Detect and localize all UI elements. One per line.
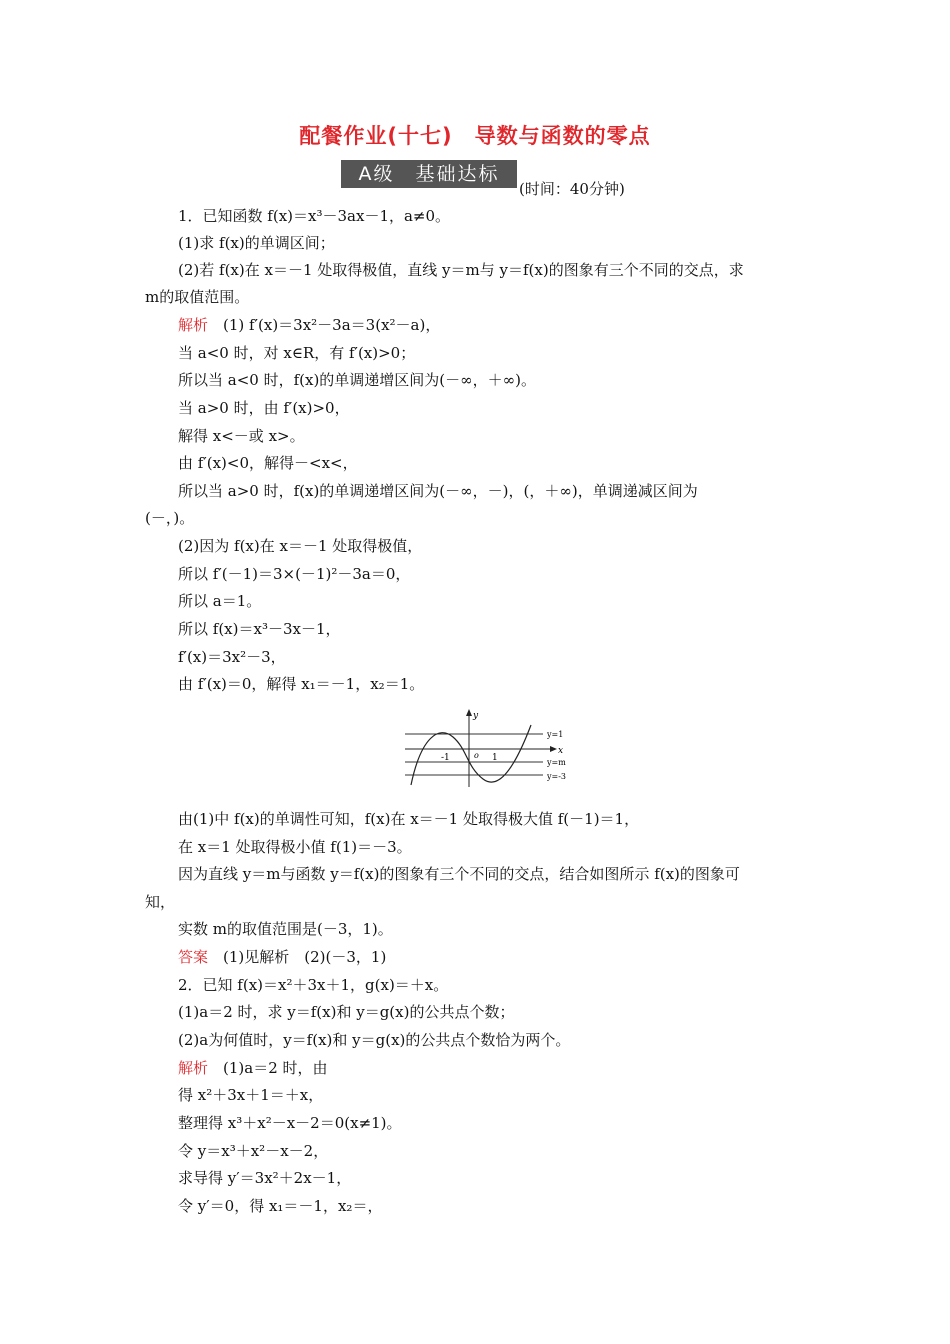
label-y-1: y=1 bbox=[547, 730, 564, 739]
label-y-minus-3: y=-3 bbox=[547, 772, 567, 781]
solution-2-text: (1)a＝2 时，由 bbox=[223, 1059, 328, 1077]
label-y-m: y=m bbox=[547, 758, 566, 767]
solution-2-line-6: 令 y′＝0，得 x₁＝－1，x₂＝， bbox=[178, 1197, 383, 1215]
problem-1-statement: 1．已知函数 f(x)＝x³－3ax－1，a≠0。 bbox=[178, 207, 451, 225]
problem-2-statement: 2．已知 f(x)＝x²＋3x＋1，g(x)＝＋x。 bbox=[178, 976, 449, 994]
problem-1-part-2: (2)若 f(x)在 x＝－1 处取得极值，直线 y＝m与 y＝f(x)的图象有三个不同的交点，求 bbox=[178, 261, 744, 279]
solution-2-line-1 bbox=[178, 1057, 328, 1079]
y-axis-label: y bbox=[473, 711, 479, 721]
solution-2-line-2: 得 x²＋3x＋1＝＋x， bbox=[178, 1086, 324, 1104]
cubic-graph-figure bbox=[403, 707, 587, 791]
problem-1-part-1: (1)求 f(x)的单调区间； bbox=[178, 234, 335, 252]
problem-2-part-2: (2)a为何值时，y＝f(x)和 y＝g(x)的公共点个数恰为两个。 bbox=[178, 1031, 571, 1049]
tick-1: 1 bbox=[492, 753, 498, 763]
answer-label: 答案 bbox=[178, 948, 209, 966]
solution-1-line-18: 知， bbox=[145, 893, 176, 911]
level-banner: A级 基础达标 bbox=[341, 160, 517, 188]
solution-1-line-5: 解得 x<－或 x>。 bbox=[178, 427, 305, 445]
solution-1-line-15: 由(1)中 f(x)的单调性可知，f(x)在 x＝－1 处取得极大值 f(－1)＝1， bbox=[178, 810, 640, 828]
answer-1 bbox=[178, 946, 386, 968]
problem-1-part-2-cont: m的取值范围。 bbox=[145, 288, 250, 306]
solution-1-line-2: 当 a<0 时，对 x∈R，有 f′(x)>0； bbox=[178, 344, 416, 362]
analysis-label-2: 解析 bbox=[178, 1059, 209, 1077]
solution-1-line-13: f′(x)＝3x²－3， bbox=[178, 648, 286, 666]
solution-text: (1) f′(x)＝3x²－3a＝3(x²－a)， bbox=[223, 316, 441, 334]
solution-2-line-4: 令 y＝x³＋x²－x－2， bbox=[178, 1142, 329, 1160]
solution-1-line-12: 所以 f(x)＝x³－3x－1， bbox=[178, 620, 341, 638]
solution-2-line-3: 整理得 x³＋x²－x－2＝0(x≠1)。 bbox=[178, 1114, 402, 1132]
solution-1-line-8: (－，)。 bbox=[145, 509, 195, 527]
x-axis-label: x bbox=[558, 746, 564, 756]
solution-1-line-1 bbox=[178, 314, 440, 336]
solution-1-line-16: 在 x＝1 处取得极小值 f(1)＝－3。 bbox=[178, 838, 412, 856]
y-axis-arrow bbox=[466, 709, 472, 716]
solution-1-line-19: 实数 m的取值范围是(－3，1)。 bbox=[178, 920, 393, 938]
solution-1-line-9: (2)因为 f(x)在 x＝－1 处取得极值， bbox=[178, 537, 423, 555]
analysis-label: 解析 bbox=[178, 316, 209, 334]
solution-1-line-7: 所以当 a>0 时，f(x)的单调递增区间为(－∞，－)，(，＋∞)，单调递减区间为 bbox=[178, 482, 698, 500]
time-note: (时间：40分钟) bbox=[519, 180, 625, 198]
solution-1-line-10: 所以 f′(－1)＝3×(－1)²－3a＝0， bbox=[178, 565, 411, 583]
solution-1-line-17: 因为直线 y＝m与函数 y＝f(x)的图象有三个不同的交点，结合如图所示 f(x)的图象可 bbox=[178, 865, 740, 883]
solution-1-line-6: 由 f′(x)<0，解得－<x<， bbox=[178, 454, 358, 472]
origin-label: o bbox=[474, 751, 479, 760]
solution-1-line-3: 所以当 a<0 时，f(x)的单调递增区间为(－∞，＋∞)。 bbox=[178, 371, 537, 389]
x-axis-arrow bbox=[550, 746, 557, 752]
solution-1-line-4: 当 a>0 时，由 f′(x)>0， bbox=[178, 399, 350, 417]
tick-minus-1: -1 bbox=[441, 753, 450, 763]
problem-2-part-1: (1)a＝2 时，求 y＝f(x)和 y＝g(x)的公共点个数； bbox=[178, 1003, 515, 1021]
solution-1-line-11: 所以 a＝1。 bbox=[178, 592, 262, 610]
solution-1-line-14: 由 f′(x)＝0，解得 x₁＝－1，x₂＝1。 bbox=[178, 675, 425, 693]
solution-2-line-5: 求导得 y′＝3x²＋2x－1， bbox=[178, 1169, 352, 1187]
page-title: 配餐作业(十七) 导数与函数的零点 bbox=[299, 124, 651, 148]
answer-text: (1)见解析 (2)(－3，1) bbox=[223, 948, 387, 966]
